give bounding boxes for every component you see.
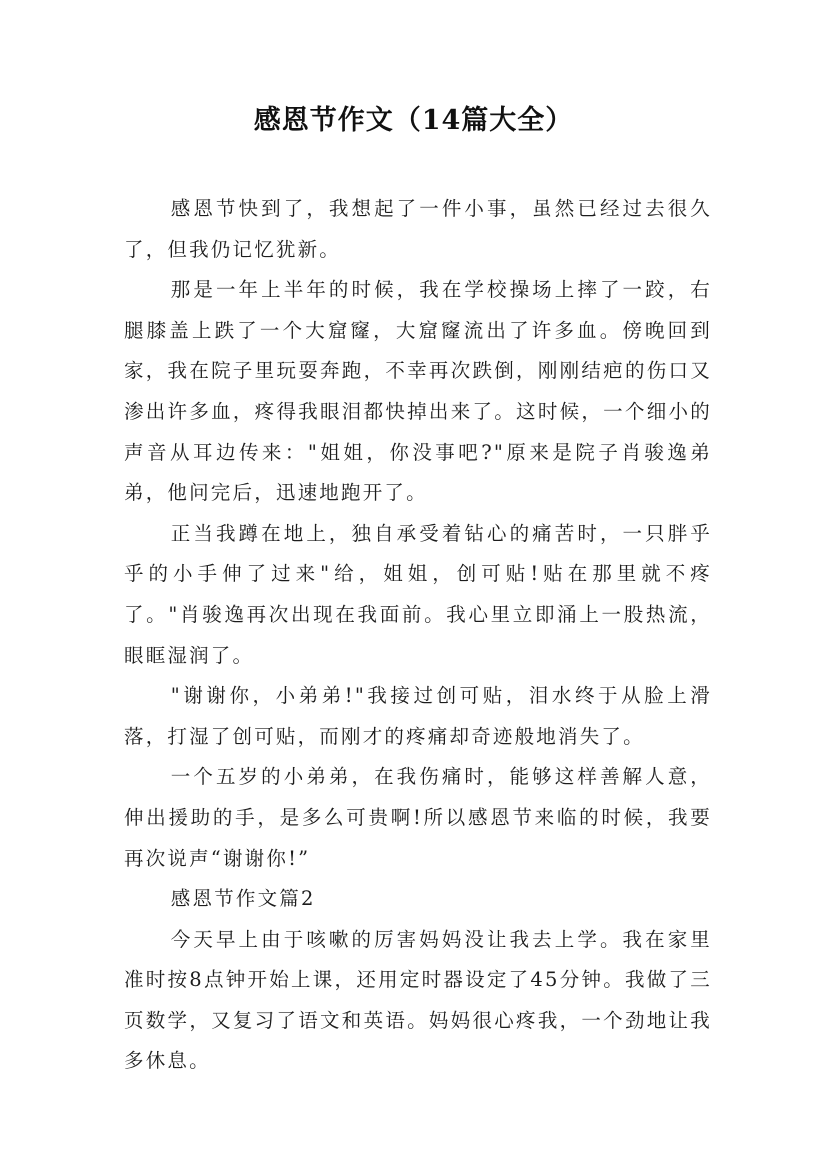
paragraph: "谢谢你，小弟弟!"我接过创可贴，泪水终于从脸上滑落，打湿了创可贴，而刚才的疼痛却奇迹般地消失了。 [124, 684, 712, 748]
document-body [124, 189, 712, 1082]
document-title: 感恩节作文（14篇大全） [253, 105, 574, 136]
paragraph: 那是一年上半年的时候，我在学校操场上摔了一跤，右腿膝盖上跌了一个大窟窿，大窟窿流出了许多血。傍晚回到家，我在院子里玩耍奔跑，不幸再次跌倒，刚刚结疤的伤口又渗出许多血，疼得我眼泪都快掉出来了。这时候，一个细小的声音从耳边传来："姐姐，你没事吧?"原来是院子肖骏逸弟弟，他问完后，迅速地跑开了。 [124, 278, 712, 505]
paragraph: 感恩节快到了，我想起了一件小事，虽然已经过去很久了，但我仍记忆犹新。 [124, 197, 712, 261]
paragraph: 正当我蹲在地上，独自承受着钻心的痛苦时，一只胖乎乎的小手伸了过来"给，姐姐，创可贴!贴在那里就不疼了。"肖骏逸再次出现在我面前。我心里立即涌上一股热流，眼眶湿润了。 [124, 521, 712, 667]
paragraph: 今天早上由于咳嗽的厉害妈妈没让我去上学。我在家里准时按8点钟开始上课，还用定时器设定了45分钟。我做了三页数学，又复习了语文和英语。妈妈很心疼我，一个劲地让我多休息。 [124, 927, 712, 1073]
section-heading: 感恩节作文篇2 [170, 887, 316, 911]
paragraph: 一个五岁的小弟弟，在我伤痛时，能够这样善解人意，伸出援助的手，是多么可贵啊!所以感恩节来临的时候，我要再次说声“谢谢你!” [124, 765, 712, 870]
